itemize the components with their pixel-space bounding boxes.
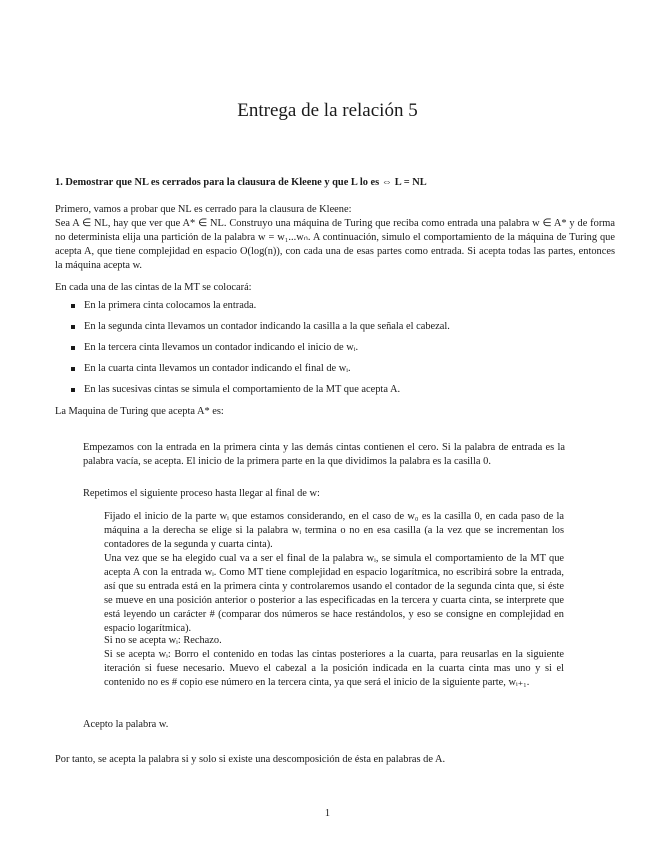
section-heading: 1. Demostrar que NL es cerrados para la clausura de Kleene y que L lo es ⇔ L = NL [55,177,427,188]
intro-paragraph: Sea A ∈ NL, hay que ver que A* ∈ NL. Construyo una máquina de Turing que reciba como entrada una palabra w ∈ A* y de forma no determinista elija una partición de la palabra w = w₁...wₙ. A continuación, simulo el comportamiento de la máquina de Turing que acepta A, que tiene complejidad en espacio O(log(n)), con cada una de esas partes como entrada. Si acepta todas las partes, entonces la máquina acepta w. [55,218,615,271]
list-item: En la cuarta cinta llevamos un contador indicando el final de wᵢ. [70,362,610,383]
list-item: En la primera cinta colocamos la entrada. [70,299,610,320]
list-item: En las sucesivas cintas se simula el comportamiento de la MT que acepta A. [70,383,610,404]
quote-start: Empezamos con la entrada en la primera cinta y las demás cintas contienen el cero. Si la palabra de entrada es la palabra vacía, se acepta. El inicio de la primera parte en la que dividimos la palabra es la casilla 0. [83,442,565,467]
intro-block [55,203,615,273]
acepta-paragraph: Si se acepta wᵢ: Borro el contenido en todas las cintas posteriores a la cuarta, para reusarlas en la siguiente iteración si fuese necesario. Muevo el cabezal a la posición indicada en la cuarta cinta mas uno y si el contenido no es # copio ese número en la tercera cinta, ya que será el inicio de la siguiente parte, wᵢ₊₁. [104,649,564,688]
inner-paragraph-2: Una vez que se ha elegido cual va a ser el final de la palabra wᵢ, se simula el comportamiento de la MT que acepta A con la entrada wᵢ. Como MT tiene complejidad en espacio logarítmica, no escribirá sobre la entrada, así que su entrada está en la primera cinta y controlaremos usando el contador de la segunda cinta que, si éste se mueve en una posición anterior o posterior a las especificadas en la tercera y cuarta cinta, se interprete que está leyendo un carácter # (comparar dos números se hace restándolos, y eso se consigne en complejidad en espacio logarítmica). [104,553,564,634]
cintas-intro: En cada una de las cintas de la MT se colocará: [55,282,252,293]
page-number: 1 [324,808,331,819]
intro-line: Primero, vamos a probar que NL es cerrado para la clausura de Kleene: [55,204,352,215]
page-title: Entrega de la relación 5 [237,100,418,121]
conclusion: Por tanto, se acepta la palabra si y solo si existe una descomposición de ésta en palabras de A. [55,754,446,765]
cintas-list [70,299,610,404]
inner-paragraph-1: Fijado el inicio de la parte wᵢ que estamos considerando, en el caso de w₀ es la casilla 0, en cada paso de la máquina a la derecha se elige si la palabra wᵢ termina o no en esa casilla (a la vez que se incrementan los contadores de la segunda y cuarta cinta). [104,511,564,550]
list-item: En la segunda cinta llevamos un contador indicando la casilla a la que señala el cabezal. [70,320,610,341]
inner-paragraph-3 [104,634,564,690]
acepto-line: Acepto la palabra w. [83,719,169,730]
rechazo-line: Si no se acepta wᵢ: Rechazo. [104,635,222,646]
maquina-label: La Maquina de Turing que acepta A* es: [55,406,224,417]
list-item: En la tercera cinta llevamos un contador indicando el inicio de wᵢ. [70,341,610,362]
repetimos-label: Repetimos el siguiente proceso hasta llegar al final de w: [83,488,320,499]
